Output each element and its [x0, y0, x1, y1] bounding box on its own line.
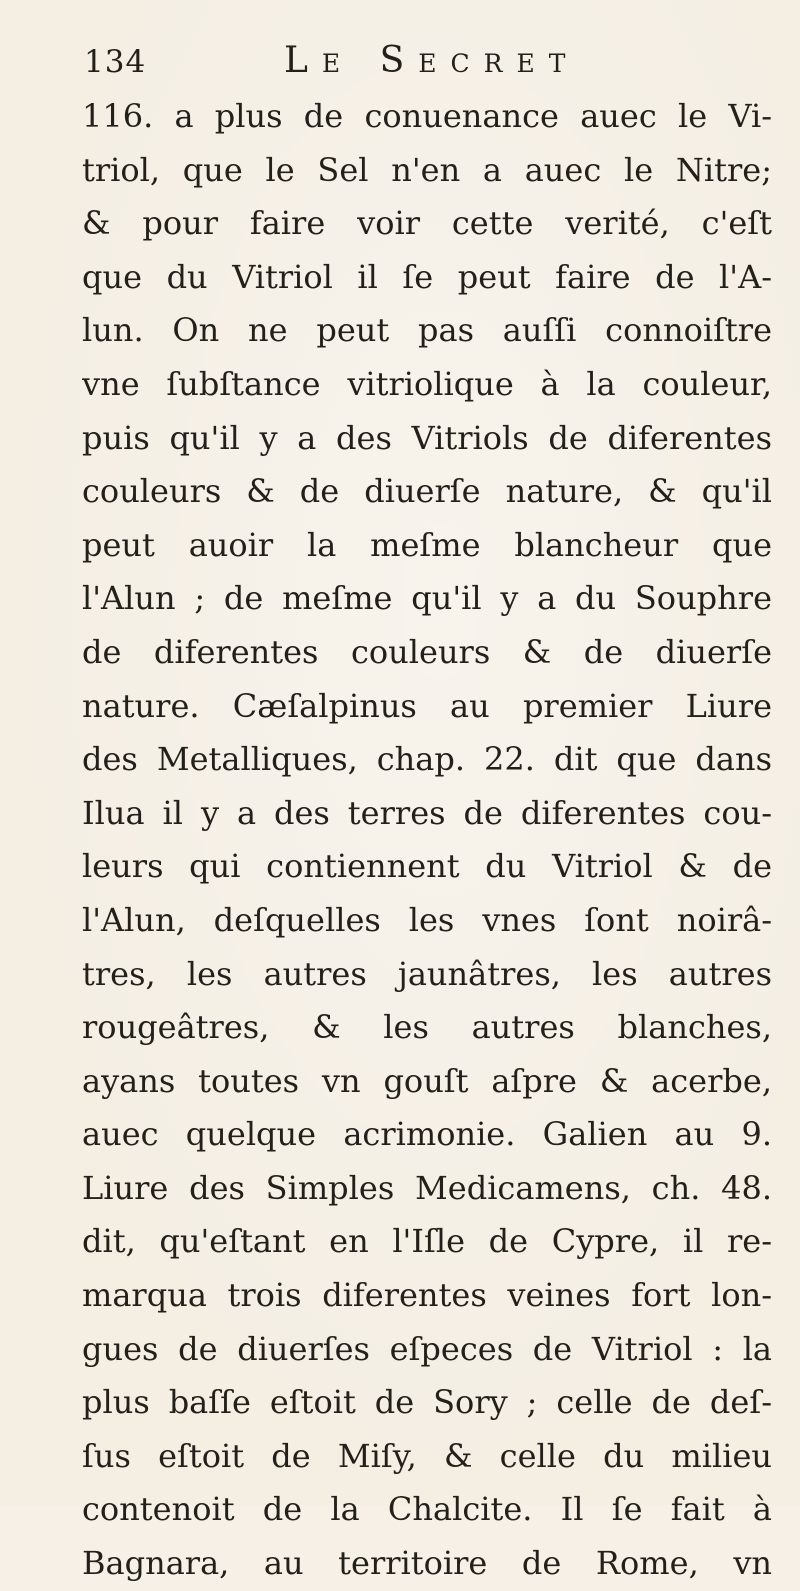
text-line: des Metalliques, chap. 22. dit que dans	[82, 740, 772, 779]
text-line: l'Alun, deſquelles les vnes ſont noirâ-	[82, 900, 772, 939]
text-line: dit, qu'eſtant en l'Iſle de Cypre, il re-	[82, 1222, 772, 1261]
text-line: de diferentes couleurs & de diuerſe	[82, 632, 772, 671]
text-line: triol, que le Sel n'en a auec le Nitre;	[82, 150, 772, 189]
text-line: gues de diuerſes eſpeces de Vitriol : la	[82, 1329, 772, 1368]
page-number: 134	[84, 44, 147, 80]
running-title: Le Secret	[284, 40, 580, 81]
text-line: lun. On ne peut pas auſſi connoiſtre	[82, 311, 772, 350]
text-line: marqua trois diferentes veines fort lon-	[82, 1276, 772, 1315]
text-line: l'Alun ; de meſme qu'il y a du Souphre	[82, 579, 772, 618]
text-line: plus baſſe eſtoit de Sory ; celle de deſ-	[82, 1383, 772, 1422]
text-line: contenoit de la Chalcite. Il ſe fait à	[82, 1490, 772, 1529]
text-line: couleurs & de diuerſe nature, & qu'il	[82, 472, 772, 511]
text-line: Ilua il y a des terres de diferentes cou-	[82, 793, 772, 832]
text-line: auec quelque acrimonie. Galien au 9.	[82, 1115, 772, 1154]
text-line: rougeâtres, & les autres blanches,	[82, 1008, 772, 1047]
text-line: vne ſubſtance vitriolique à la couleur,	[82, 364, 772, 403]
text-line: peut auoir la meſme blancheur que	[82, 525, 772, 564]
text-line: ayans toutes vn gouſt aſpre & acerbe,	[82, 1061, 772, 1100]
text-line: nature. Cæſalpinus au premier Liure	[82, 686, 772, 725]
text-line: 116. a plus de conuenance auec le Vi-	[82, 97, 772, 135]
text-line: & pour faire voir cette verité, c'eſt	[82, 204, 772, 243]
body-text	[82, 90, 772, 1591]
text-line: ſus eſtoit de Miſy, & celle du milieu	[82, 1436, 772, 1475]
text-line: tres, les autres jaunâtres, les autres	[82, 954, 772, 993]
text-line: leurs qui contiennent du Vitriol & de	[82, 847, 772, 886]
text-line: que du Vitriol il ſe peut faire de l'A-	[82, 257, 772, 296]
text-line: Liure des Simples Medicamens, ch. 48.	[82, 1168, 772, 1207]
text-line: puis qu'il y a des Vitriols de diferentes	[82, 418, 772, 457]
text-line: Bagnara, au territoire de Rome, vn	[82, 1544, 772, 1583]
page-header	[84, 40, 764, 90]
